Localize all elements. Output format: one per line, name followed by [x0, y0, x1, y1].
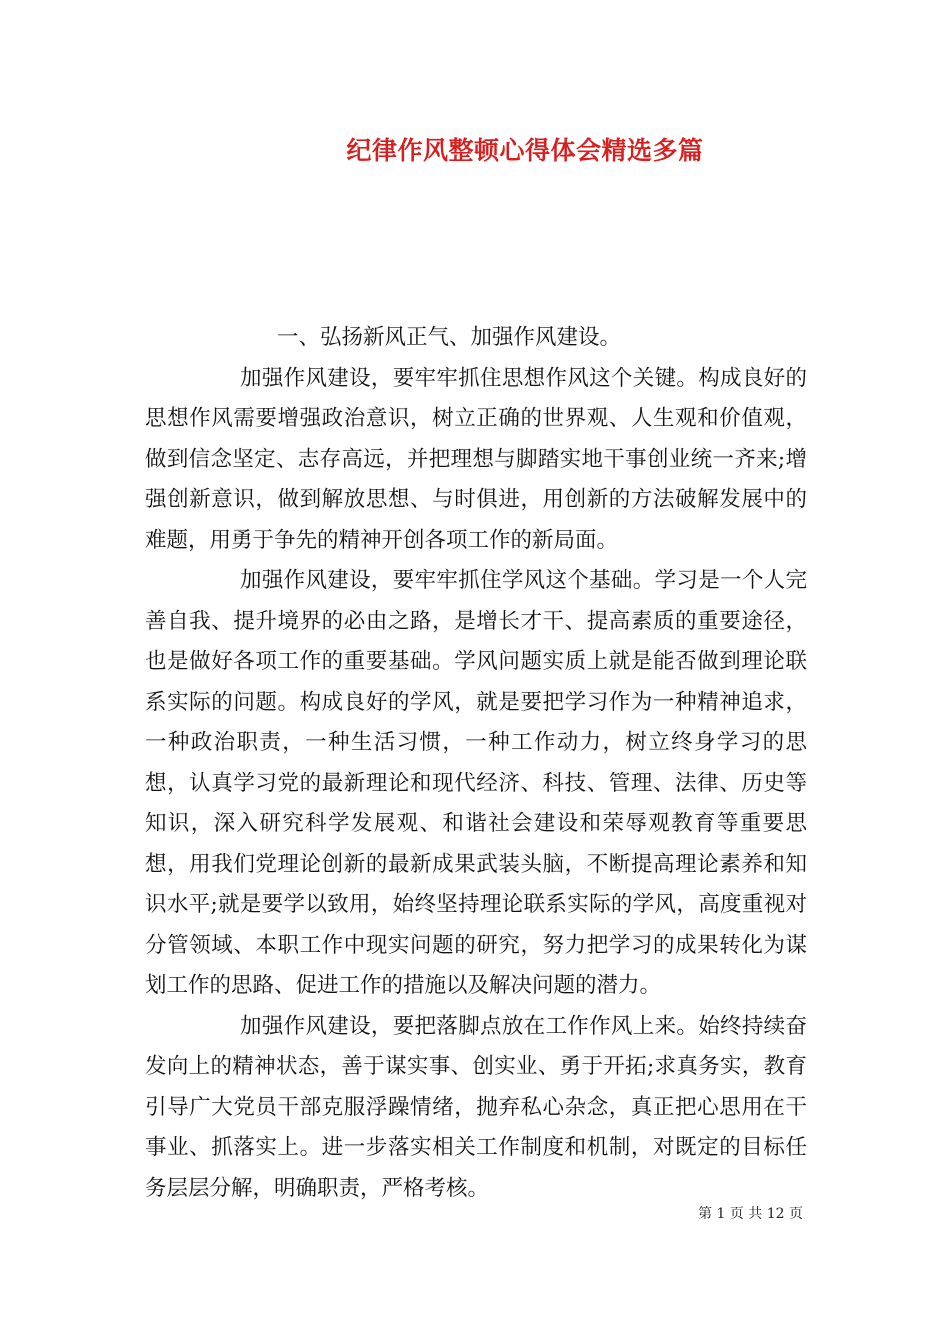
paragraph-work-style: 加强作风建设，要把落脚点放在工作作风上来。始终持续奋发向上的精神状态，善于谋实事、创实业、勇于开拓;求真务实，教育引导广大党员干部克服浮躁情绪，抛弃私心杂念，真正把心思用在干事业、抓落实上。进一步落实相关工作制度和机制，对既定的目标任务层层分解，明确职责，严格考核。	[145, 1013, 807, 1201]
paragraph-thought-style: 加强作风建设，要牢牢抓住思想作风这个关键。构成良好的思想作风需要增强政治意识，树立正确的世界观、人生观和价值观，做到信念坚定、志存高远，并把理想与脚踏实地干事创业统一齐来;增强创新意识，做到解放思想、与时俱进，用创新的方法破解发展中的难题，用勇于争先的精神开创各项工作的新局面。	[145, 365, 807, 553]
document-title: 纪律作风整顿心得体会精选多篇	[346, 136, 704, 165]
document-body	[145, 318, 807, 1209]
page-number-footer: 第 1 页 共 12 页	[698, 1206, 803, 1222]
paragraph-study-style: 加强作风建设，要牢牢抓住学风这个基础。学习是一个人完善自我、提升境界的必由之路，是增长才干、提高素质的重要途径，也是做好各项工作的重要基础。学风问题实质上就是能否做到理论联系实际的问题。构成良好的学风，就是要把学习作为一种精神追求，一种政治职责，一种生活习惯，一种工作动力，树立终身学习的思想，认真学习党的最新理论和现代经济、科技、管理、法律、历史等知识，深入研究科学发展观、和谐社会建设和荣辱观教育等重要思想，用我们党理论创新的最新成果武装头脑，不断提高理论素养和知识水平;就是要学以致用，始终坚持理论联系实际的学风，高度重视对分管领域、本职工作中现实问题的研究，努力把学习的成果转化为谋划工作的思路、促进工作的措施以及解决问题的潜力。	[145, 568, 807, 998]
section-heading: 一、弘扬新风正气、加强作风建设。	[277, 325, 622, 350]
